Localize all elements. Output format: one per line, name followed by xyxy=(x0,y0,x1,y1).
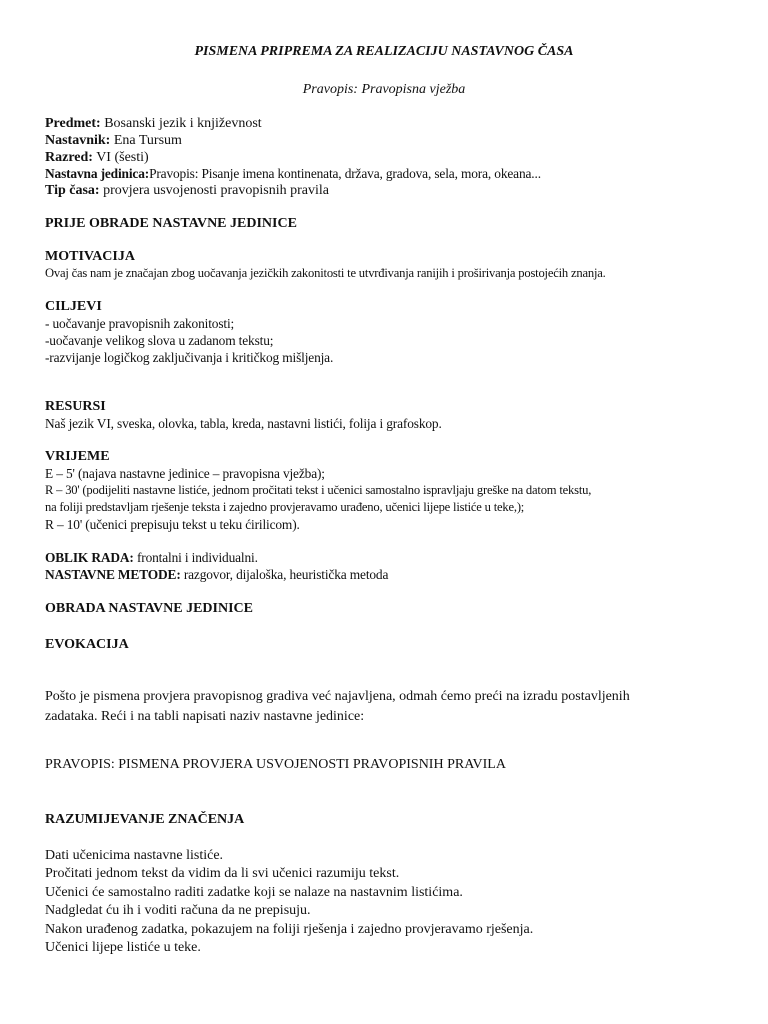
oblik-rada xyxy=(45,550,258,566)
ciljevi-item: -razvijanje logičkog zaključivanja i kritičkog mišljenja. xyxy=(45,350,334,365)
razumijevanje-line: Pročitati jednom tekst da vidim da li svi učenici razumiju tekst. xyxy=(45,866,400,881)
evokacija-line: zadataka. Reći i na tabli napisati naziv nastavne jedinice: xyxy=(45,709,365,724)
metode-label: NASTAVNE METODE: xyxy=(45,567,181,582)
section-heading-razumijevanje: RAZUMIJEVANJE ZNAČENJA xyxy=(45,812,245,827)
razumijevanje-line: Učenici lijepe listiće u teke. xyxy=(45,940,201,955)
oblik-value: frontalni i individualni. xyxy=(133,550,258,565)
vrijeme-line: E – 5' (najava nastavne jedinice – pravopisna vježba); xyxy=(45,466,325,481)
nastavne-metode xyxy=(45,567,388,583)
section-heading-ciljevi: CILJEVI xyxy=(45,299,102,314)
predmet-label: Predmet: xyxy=(45,116,101,131)
info-predmet xyxy=(45,116,262,132)
vrijeme-line: na foliji predstavljam rješenje teksta i zajedno provjeravamo urađeno, učenici lijepe listiće u teke,); xyxy=(45,500,525,514)
nastavnik-label: Nastavnik: xyxy=(45,133,111,148)
motivacija-text: Ovaj čas nam je značajan zbog uočavanja jezičkih zakonitosti te utvrđivanja ranijih i proširivanja postojećih znanja. xyxy=(45,266,606,280)
tip-value: provjera usvojenosti pravopisnih pravila xyxy=(99,183,329,198)
section-heading-prije-obrade: PRIJE OBRADE NASTAVNE JEDINICE xyxy=(45,216,297,231)
ciljevi-item: -uočavanje velikog slova u zadanom tekstu; xyxy=(45,333,274,348)
info-tip-casa xyxy=(45,183,329,199)
info-nastavna-jedinica xyxy=(45,166,541,182)
vrijeme-line: R – 10' (učenici prepisuju tekst u teku ćirilicom). xyxy=(45,517,300,532)
vrijeme-line: R – 30' (podijeliti nastavne listiće, jednom pročitati tekst i učenici samostalno ispravljaju greške na datom tekstu, xyxy=(45,483,592,497)
tip-label: Tip časa: xyxy=(45,183,100,198)
jedinica-label: Nastavna jedinica: xyxy=(45,166,150,181)
section-heading-resursi: RESURSI xyxy=(45,399,106,414)
section-heading-evokacija: EVOKACIJA xyxy=(45,637,129,652)
metode-value: razgovor, dijaloška, heuristička metoda xyxy=(180,567,389,582)
info-razred xyxy=(45,150,149,166)
razred-value: VI (šesti) xyxy=(92,150,149,165)
predmet-value: Bosanski jezik i književnost xyxy=(100,116,262,131)
nastavnik-value: Ena Tursum xyxy=(110,133,182,148)
evokacija-line: Pošto je pismena provjera pravopisnog gradiva već najavljena, odmah ćemo preći na izradu postavljenih xyxy=(45,689,630,704)
razumijevanje-line: Nadgledat ću ih i voditi računa da ne prepisuju. xyxy=(45,903,311,918)
section-heading-vrijeme: VRIJEME xyxy=(45,449,110,464)
document-title: PISMENA PRIPREMA ZA REALIZACIJU NASTAVNOG ČASA xyxy=(194,44,574,59)
info-nastavnik xyxy=(45,133,182,149)
document-subtitle: Pravopis: Pravopisna vježba xyxy=(302,82,466,97)
oblik-label: OBLIK RADA: xyxy=(45,550,134,565)
razred-label: Razred: xyxy=(45,150,93,165)
section-heading-obrada: OBRADA NASTAVNE JEDINICE xyxy=(45,601,253,616)
razumijevanje-line: Nakon urađenog zadatka, pokazujem na foliji rješenja i zajedno provjeravamo rješenja. xyxy=(45,922,534,937)
ciljevi-item: - uočavanje pravopisnih zakonitosti; xyxy=(45,316,235,331)
razumijevanje-line: Učenici će samostalno raditi zadatke koji se nalaze na nastavnim listićima. xyxy=(45,885,463,900)
section-heading-motivacija: MOTIVACIJA xyxy=(45,249,135,264)
board-text: PRAVOPIS: PISMENA PROVJERA USVOJENOSTI PRAVOPISNIH PRAVILA xyxy=(45,757,506,772)
jedinica-value: Pravopis: Pisanje imena kontinenata, država, gradova, sela, mora, okeana... xyxy=(149,166,541,181)
resursi-text: Naš jezik VI, sveska, olovka, tabla, kreda, nastavni listići, folija i grafoskop. xyxy=(45,416,442,431)
razumijevanje-line: Dati učenicima nastavne listiće. xyxy=(45,848,224,863)
